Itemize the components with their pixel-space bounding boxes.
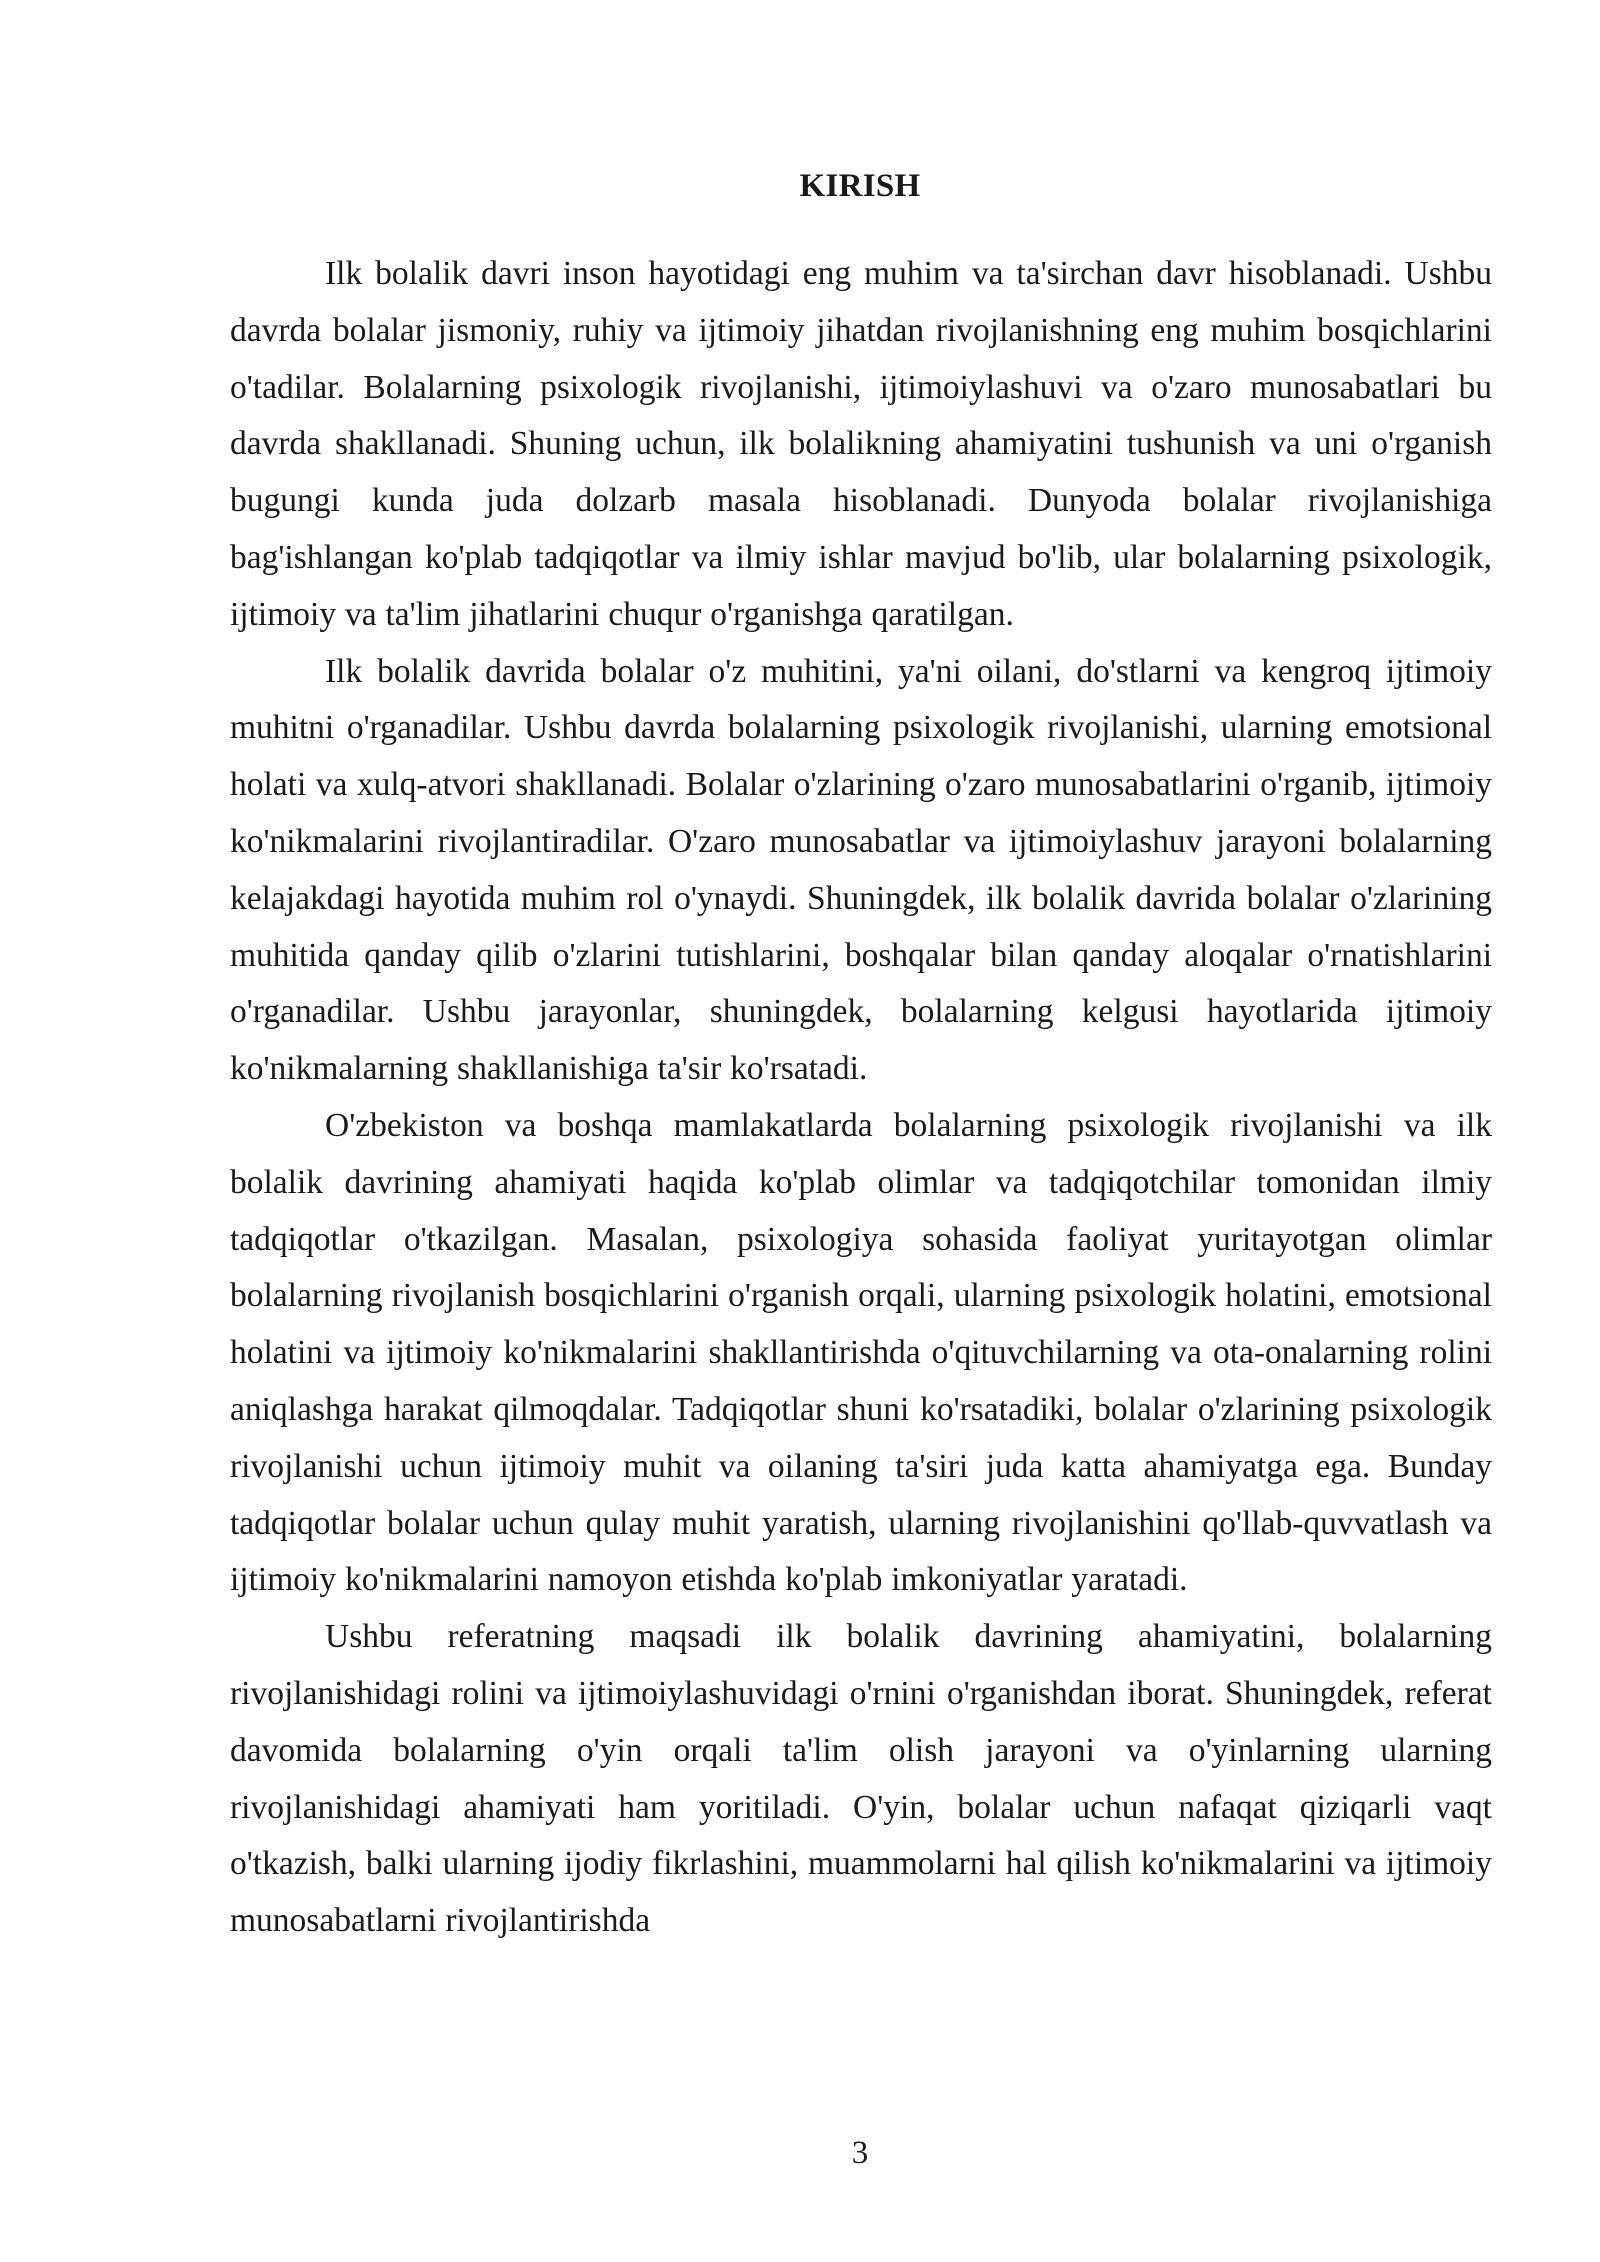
paragraph-1: Ilk bolalik davri inson hayotidagi eng muhim va ta'sirchan davr hisoblanadi. Ushbu davrda bolalar jismoniy, ruhiy va ijtimoiy jihatdan rivojlanishning eng muhim bosqichlarini o'tadilar. Bolalarning psixologik rivojlanishi, ijtimoiylashuvi va o'zaro munosabatlari bu davrda shakllanadi. Shuning uchun, ilk bolalikning ahamiyatini tushunish va uni o'rganish bugungi kunda juda dolzarb masala hisoblanadi. Dunyoda bolalar rivojlanishiga bag'ishlangan ko'plab tadqiqotlar va ilmiy ishlar mavjud bo'lib, ular bolalarning psixologik, ijtimoiy va ta'lim jihatlarini chuqur o'rganishga qaratilgan. <box>230 255 1492 633</box>
paragraph-4: Ushbu referatning maqsadi ilk bolalik davrining ahamiyatini, bolalarning rivojlanishidagi rolini va ijtimoiylashuvidagi o'rnini o'rganishdan iborat. Shuningdek, referat davomida bolalarning o'yin orqali ta'lim olish jarayoni va o'yinlarning ularning rivojlanishidagi ahamiyati ham yoritiladi. O'yin, bolalar uchun nafaqat qiziqarli vaqt o'tkazish, balki ularning ijodiy fikrlashini, muammolarni hal qilish ko'nikmalarini va ijtimoiy munosabatlarni rivojlantirishda <box>230 1618 1492 1940</box>
paragraph-2: Ilk bolalik davrida bolalar o'z muhitini, ya'ni oilani, do'stlarni va kengroq ijtimoiy muhitni o'rganadilar. Ushbu davrda bolalarning psixologik rivojlanishi, ularning emotsional holati va xulq-atvori shakllanadi. Bolalar o'zlarining o'zaro munosabatlarini o'rganib, ijtimoiy ko'nikmalarini rivojlantiradilar. O'zaro munosabatlar va ijtimoiylashuv jarayoni bolalarning kelajakdagi hayotida muhim rol o'ynaydi. Shuningdek, ilk bolalik davrida bolalar o'zlarining muhitida qanday qilib o'zlarini tutishlarini, boshqalar bilan qanday aloqalar o'rnatishlarini o'rganadilar. Ushbu jarayonlar, shuningdek, bolalarning kelgusi hayotlarida ijtimoiy ko'nikmalarning shakllanishiga ta'sir ko'rsatadi. <box>230 652 1492 1088</box>
document-body <box>230 246 1492 1950</box>
section-title: KIRISH <box>799 168 921 204</box>
page-number: 3 <box>851 2135 869 2171</box>
paragraph-3: O'zbekiston va boshqa mamlakatlarda bolalarning psixologik rivojlanishi va ilk bolalik davrining ahamiyati haqida ko'plab olimlar va tadqiqotchilar tomonidan ilmiy tadqiqotlar o'tkazilgan. Masalan, psixologiya sohasida faoliyat yuritayotgan olimlar bolalarning rivojlanish bosqichlarini o'rganish orqali, ularning psixologik holatini, emotsional holatini va ijtimoiy ko'nikmalarini shakllantirishda o'qituvchilarning va ota-onalarning rolini aniqlashga harakat qilmoqdalar. Tadqiqotlar shuni ko'rsatadiki, bolalar o'zlarining psixologik rivojlanishi uchun ijtimoiy muhit va oilaning ta'siri juda katta ahamiyatga ega. Bunday tadqiqotlar bolalar uchun qulay muhit yaratish, ularning rivojlanishini qo'llab-quvvatlash va ijtimoiy ko'nikmalarini namoyon etishda ko'plab imkoniyatlar yaratadi. <box>230 1106 1492 1599</box>
